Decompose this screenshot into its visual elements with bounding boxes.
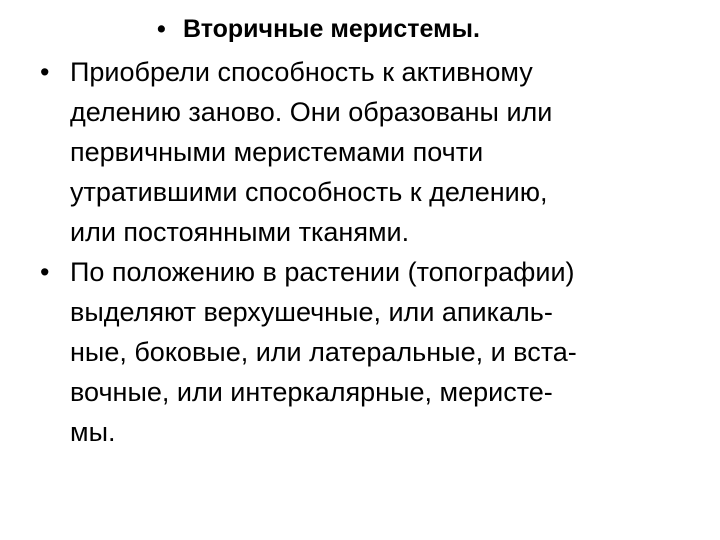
bullet-2-line-5: мы. [70, 417, 116, 447]
bullet-1-line-3: первичными меристемами почти [70, 137, 484, 167]
bullet-1-line-2: делению заново. Они образованы или [70, 97, 553, 127]
bullet-1-line-5: или постоянными тканями. [70, 217, 410, 247]
title-bullet: • [157, 15, 166, 43]
bullet-2-marker: • [40, 257, 50, 287]
bullet-1-line-4: утратившими способность к делению, [70, 177, 548, 207]
title-text: Вторичные меристемы. [183, 15, 480, 43]
bullet-1-line-1: Приобрели способность к активному [70, 57, 533, 87]
slide-title [157, 8, 480, 50]
bullet-2-line-2: выделяют верхушечные, или апикаль- [70, 297, 553, 327]
bullet-item-1 [40, 52, 700, 252]
bullet-2-line-3: ные, боковые, или латеральные, и вста- [70, 337, 577, 367]
bullet-1-marker: • [40, 57, 50, 87]
bullet-2-line-4: вочные, или интеркалярные, меристе- [70, 377, 553, 407]
bullet-2-line-1: По положению в растении (топографии) [70, 257, 575, 287]
bullet-item-2 [40, 252, 700, 452]
